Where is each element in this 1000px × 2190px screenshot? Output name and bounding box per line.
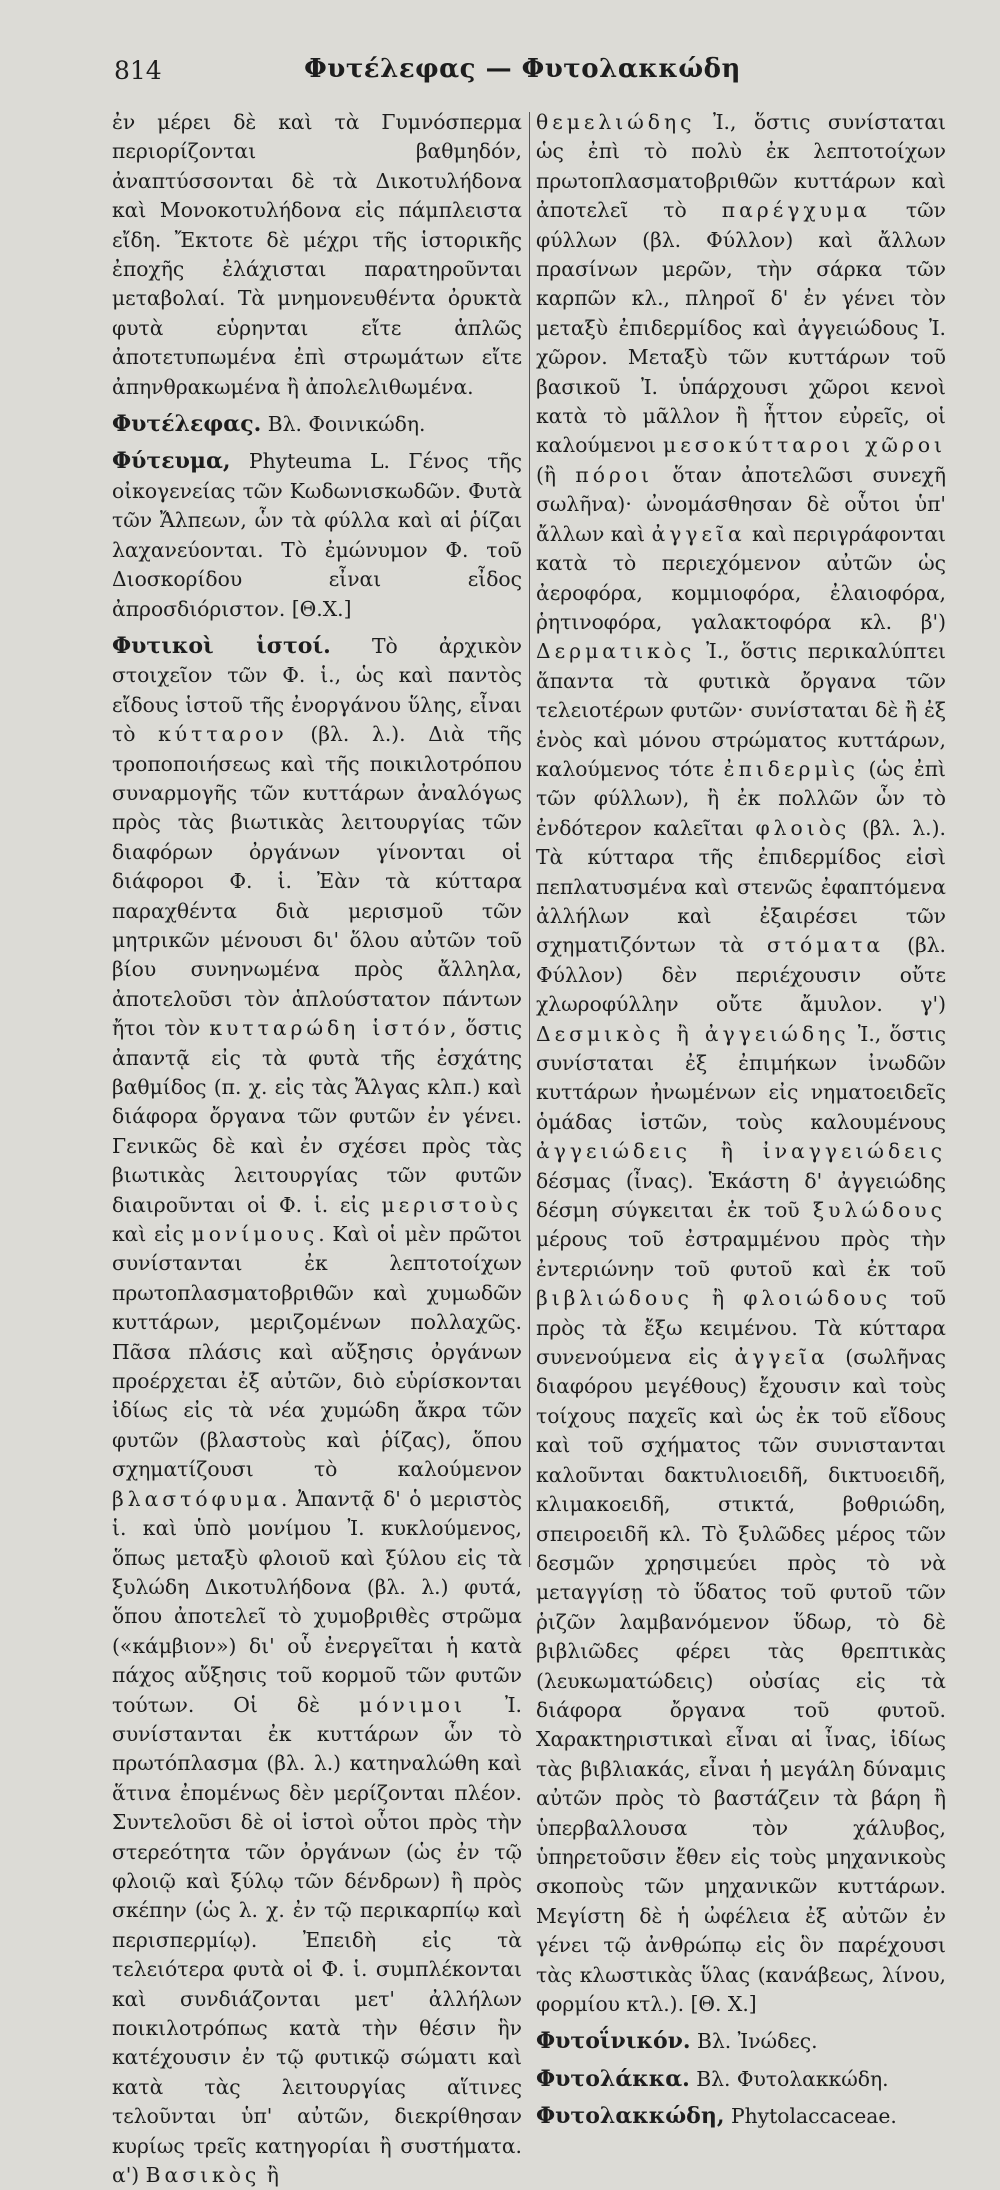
headword: Φυτολακκώδη, [536, 2103, 725, 2130]
spaced-term: ἐπιδερμὶς [723, 756, 859, 781]
entry-text: (ἢ [536, 462, 576, 487]
entry-text: . Ἀπαντᾷ δ' ὁ μεριστὸς ἱ. καὶ ὑπὸ μονίμου Ἰ. κυκλούμενος, ὅπως μεταξὺ φλοιοῦ καὶ ξύλου εἰς τὰ ξυλώδη Δικοτυλήδονα (βλ. λ.) φυτά, ὅπου ἀποτελεῖ τὸ χυμοβριθὲς στρῶμα («κάμβιον») δι' οὗ ἐνεργεῖται ἡ κατὰ πάχος αὔξησις τοῦ κορμοῦ τῶν φυτῶν τούτων. Οἱ δὲ [112, 1486, 522, 1717]
spaced-term: ἀγγεῖα [734, 1345, 829, 1370]
right-column [536, 108, 946, 2132]
entry-phytolacca [536, 2065, 946, 2094]
entry-plant-tissues [112, 632, 522, 2190]
entry-text: Βλ. Φυτολακκώδη. [689, 2066, 889, 2091]
entry-text: (βλ. λ.). Τὰ κύτταρα τῆς ἐπιδερμίδος εἰσὶ πεπλατυσμένα καὶ στενῶς ἐφαπτόμενα ἀλλήλων καὶ ἐξαιρέσει τῶν σχηματιζόντων τὰ [536, 815, 946, 958]
page-number: 814 [114, 56, 162, 85]
column-divider [529, 112, 530, 1567]
headword: Φυτέλεφας. [112, 411, 262, 438]
headword: Φυτοΐνικόν. [536, 2028, 691, 2055]
spaced-term: Δεσμικὸς ἢ ἀγγειώδης [536, 1021, 850, 1046]
spaced-term: μεσοκύτταροι χῶροι [663, 433, 946, 458]
entry-phytoinikon [536, 2027, 946, 2056]
entry-text: Ἰ., ὅστις περικαλύπτει ἅπαντα τὰ φυτικὰ ὄργανα τῶν τελειοτέρων φυτῶν· συνίσταται δὲ ἢ ἐξ ἑνὸς καὶ μόνου στρώματος κυττάρων, καλούμενος τότε [536, 639, 946, 781]
entry-text: δέσμας (ἶνας). Ἑκάστη δ' ἀγγειώδης δέσμη σύγκειται ἐκ τοῦ [536, 1168, 946, 1223]
paragraph-continuation: ἐν μέρει δὲ καὶ τὰ Γυμνόσπερμα περιορίζονται βαθμηδόν, ἀναπτύσσονται δὲ τὰ Δικοτυλήδονα καὶ Μονοκοτυλήδονα εἰς πάμπλειστα εἴδη. Ἔκτοτε δὲ μέχρι τῆς ἱστορικῆς ἐποχῆς ἐλάχισται παρατηροῦνται μεταβολαί. Τὰ μνημονευθέντα ὀρυκτὰ φυτὰ εὑρηνται εἴτε ἁπλῶς ἀποτετυπωμένα ἐπὶ στρωμάτων εἴτε ἀπηνθρακωμένα ἢ ἀπολελιθωμένα. [112, 110, 522, 399]
entry-text: Ἰ. συνίστανται ἐκ κυττάρων ὧν τὸ πρωτόπλασμα (βλ. λ.) κατηναλώθη καὶ ἅτινα ἐπομένως δὲν μερίζονται πλέον. Συντελοῦσι δὲ οἱ ἱστοὶ οὗτοι πρὸς τὴν στερεότητα τῶν ὀργάνων (ὡς ἐν τῷ φλοιῷ καὶ ξύλῳ τῶν δένδρων) ἢ πρὸς σκέπην (ὡς λ. χ. ἐν τῷ περικαρπίῳ καὶ περισπερμίῳ). Ἐπειδὴ εἰς τὰ τελειότερα φυτὰ οἱ Φ. ἱ. συμπλέκονται καὶ συνδιάζονται μετ' ἀλλήλων ποικιλοτρόπως κατὰ τὴν θέσιν ἣν κατέχουσιν ἐν τῷ φυτικῷ σώματι καὶ κατὰ τὰς λειτουργίας αἵτινες τελοῦνται ὑπ' αὐτῶν, διεκρίθησαν κυρίως τρεῖς κατηγορίαι ἢ συστήματα. α') [112, 1692, 522, 2188]
spaced-term: βλαστόφυμα [112, 1486, 281, 1511]
entry-text: ὅταν ἀποτελῶσι συνεχῆ σωλῆνα)· ὠνομάσθησαν δὲ οὗτοι ὑπ' ἄλλων καὶ [536, 462, 946, 546]
entry-text: , ὅστις ἀπαντᾷ εἰς τὰ φυτὰ τῆς ἐσχάτης βαθμίδος (π. χ. εἰς τὰς Ἄλγας κλπ.) καὶ διάφορα ὄργανα τῶν φυτῶν ἐν γένει. Γενικῶς δὲ καὶ ἐν σχέσει πρὸς τὰς βιωτικὰς λειτουργίας τῶν φυτῶν διαιροῦνται οἱ Φ. ἱ. εἰς [112, 1016, 523, 1217]
spaced-term: φλοιὸς [755, 815, 851, 840]
spaced-term: φλοιώδους [743, 1286, 892, 1311]
entry-text: (βλ. Φύλλον) δὲν περιέχουσιν οὔτε χλωροφύλλην οὔτε ἄμυλον. γ') [536, 933, 947, 1017]
entry-text: Phytolaccaceae. [724, 2104, 897, 2129]
spaced-term: βιβλιώδους [536, 1286, 693, 1311]
entry-text: . Καὶ οἱ μὲν πρῶτοι συνίστανται ἐκ λεπτοτοίχων πρωτοπλασματοβριθῶν καὶ χυμωδῶν κυττάρων, μεριζομένων πολλαχῶς. Πᾶσα πλάσις καὶ αὔξησις ὀργάνων προέρχεται ἐξ αὐτῶν, διὸ εὑρίσκονται ἰδίως εἰς τὰ νέα χυμώδη ἄκρα τῶν φυτῶν (βλαστοὺς καὶ ῥίζας), ὅπου σχηματίζουσι τὸ καλούμενον [112, 1222, 522, 1482]
entry-text: (βλ. λ.). Διὰ τῆς τροποποιήσεως καὶ τῆς ποικιλοτρόπου συναρμογῆς τῶν κυττάρων ἀναλόγως πρὸς τὰς βιωτικὰς λειτουργίας τῶν διαφόρων ὀργάνων γίνονται οἱ διάφοροι Φ. ἱ. Ἐὰν τὰ κύτταρα παραχθέντα διὰ μερισμοῦ τῶν μητρικῶν μένουσι δι' ὅλου αὐτῶν τοῦ βίου συνηνωμένα πρὸς ἄλληλα, ἀποτελοῦσι τὸν ἁπλούστατον πάντων ἤτοι τὸν [112, 722, 522, 1041]
entry-text: ἢ [690, 1139, 763, 1164]
spaced-term: κυτταρώδη ἱστόν [209, 1016, 450, 1041]
entry-text: Phyteuma L. Γένος τῆς οἰκογενείας τῶν Κωδωνισκωδῶν. Φυτὰ τῶν Ἄλπεων, ὧν τὰ φύλλα καὶ αἱ ῥίζαι λαχανεύονται. Τὸ ἐμώνυμον Φ. τοῦ Διοσκορίδου εἶναι εἶδος ἀπροσδιόριστον. [Θ.Χ.] [112, 449, 522, 621]
entry-text: Ἰ., ὅστις συνίσταται ἐξ ἐπιμήκων ἰνωδῶν κυττάρων ἠνωμένων εἰς νηματοειδεῖς ὁμάδας ἱστῶν, τοὺς καλουμένους [536, 1021, 946, 1134]
entry-phytelephas [112, 410, 522, 439]
entry-text: Τὸ ἀρχικὸν στοιχεῖον τῶν Φ. ἱ., ὡς καὶ παντὸς εἴδους ἱστοῦ τῆς ἐνοργάνου ὕλης, εἶναι τὸ [112, 633, 522, 747]
entry-text: καὶ περιγράφονται κατὰ τὸ περιεχόμενον αὐτῶν ὡς ἀεροφόρα, κομμιοφόρα, ἐλαιοφόρα, ῥητινοφόρα, γαλακτοφόρα κλ. β') [536, 521, 946, 634]
entry-text: ἢ [260, 2163, 279, 2188]
spaced-term: μόνιμοι [358, 1692, 466, 1717]
spaced-term: Βασικὸς [145, 2163, 261, 2188]
entry-text: καὶ εἰς [112, 1222, 192, 1247]
spaced-term: πόροι [575, 462, 654, 487]
spaced-term: Δερματικὸς [536, 639, 696, 664]
entry-text: τοῦ πρὸς τὰ ἔξω κειμένου. Τὰ κύτταρα συνενούμενα εἰς [536, 1286, 946, 1370]
spaced-term: ἰναγγειώδεις [762, 1139, 946, 1164]
spaced-term: μεριστοὺς [381, 1192, 522, 1217]
spaced-term: κύτταρον [158, 722, 288, 747]
spaced-term: ἀγγεῖα [651, 521, 746, 546]
running-head: Φυτέλεφας — Φυτολακκώδη [304, 54, 741, 84]
spaced-term: ἀγγειώδεις [536, 1139, 691, 1164]
spaced-term: παρέγχυμα [721, 198, 871, 223]
page-header [100, 52, 945, 92]
entry-text: Ἰ., ὅστις συνίσταται ὡς ἐπὶ τὸ πολὺ ἐκ λεπτοτοίχων πρωτοπλασματοβριθῶν κυττάρων καὶ ἀποτελεῖ τὸ [536, 110, 946, 223]
entry-phyteuma [112, 447, 522, 623]
headword: Φύτευμα, [112, 448, 231, 475]
entry-phytolaccaceae [536, 2102, 946, 2131]
entry-text: τῶν φύλλων (βλ. Φύλλον) καὶ ἄλλων πρασίνων μερῶν, τὴν σάρκα τῶν καρπῶν κλ., πληροῖ δ' ἐν γένει τὸν μεταξὺ ἐπιδερμίδος καὶ ἀγγειώδους Ἰ. χῶρον. Μεταξὺ τῶν κυττάρων τοῦ βασικοῦ Ἰ. ὑπάρχουσι χῶροι κενοὶ κατὰ τὸ μᾶλλον ἢ ἧττον εὐρεῖς, οἱ καλούμενοι [536, 198, 946, 458]
entry-text: (ὡς ἐπὶ τῶν φύλλων), ἢ ἐκ πολλῶν ὧν τὸ ἐνδότερον καλεῖται [536, 756, 946, 840]
spaced-term: στόματα [766, 933, 885, 958]
spaced-term: θεμελιώδης [536, 110, 696, 134]
entry-text: μέρους τοῦ ἐστραμμένου πρὸς τὴν ἐντεριώνην τοῦ φυτοῦ καὶ ἐκ τοῦ [536, 1227, 946, 1281]
entry-text: Βλ. Φοινικώδη. [261, 412, 426, 437]
entry-text: Βλ. Ἰνώδες. [690, 2029, 818, 2054]
headword: Φυτολάκκα. [536, 2065, 690, 2092]
spaced-term: μονίμους [191, 1222, 319, 1247]
paragraph-continuation [536, 108, 946, 2019]
spaced-term: ξυλώδους [812, 1198, 946, 1223]
entry-text: ἢ [692, 1286, 744, 1311]
left-column [112, 108, 522, 2190]
headword: Φυτικοὶ ἱστοί. [112, 632, 331, 659]
entry-text: (σωλῆνας διαφόρου μεγέθους) ἔχουσιν καὶ τοὺς τοίχους παχεῖς καὶ ὡς ἐκ τοῦ εἴδους καὶ τοῦ σχήματος τῶν συνιστανται καλοῦνται δακτυλιοειδῆ, δικτυοειδῆ, κλιμακοειδῆ, στικτά, βοθριώδη, σπειροειδῆ κλ. Τὸ ξυλῶδες μέρος τῶν δεσμῶν χρησιμεύει πρὸς τὸ νὰ μεταγγίσῃ τὸ ὕδατος τοῦ φυτοῦ τῶν ῥιζῶν λαμβανόμενον ὕδωρ, τὸ δὲ βιβλιῶδες φέρει τὰς θρεπτικὰς (λευκωματώδεις) οὐσίας εἰς τὰ διάφορα ὄργανα τοῦ φυτοῦ. Χαρακτηριστικαὶ εἶναι αἱ ἶνας, ἰδίως τὰς βιβλιακάς, εἶναι ἡ μεγάλη δύναμις αὐτῶν πρὸς τὸ βαστάζειν τὰ βάρη ἢ ὑπερβαλλουσα τὸν χάλυβος, ὑπηρετοῦσιν ἔθεν εἰς τοὺς μηχανικοὺς σκοποὺς τῶν μηχανικῶν κυττάρων. Μεγίστη δὲ ἡ ὠφέλεια ἐξ αὐτῶν ἐν γένει τῷ ἀνθρώπῳ εἰς ὃν παρέχουσι τὰς κλωστικὰς ὕλας (κανάβεως, λίνου, φορμίου κτλ.). [Θ. Χ.] [536, 1345, 946, 2016]
